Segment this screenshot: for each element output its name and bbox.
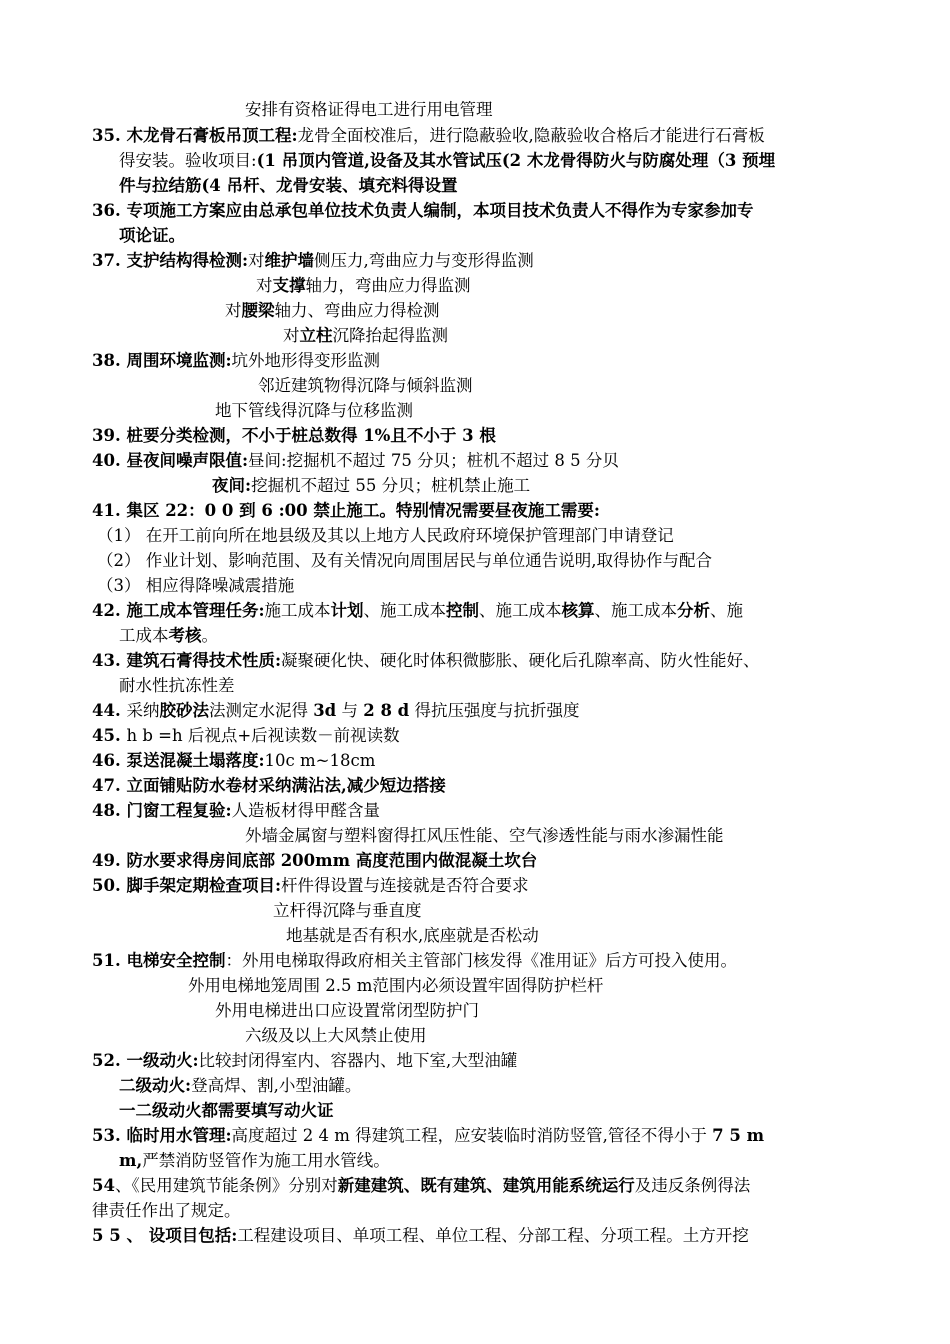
bold-text: 44.	[92, 701, 127, 720]
bold-text: 41. 集区 22：0 0 到 6 :00 禁止施工。特别情况需要昼夜施工需要:	[92, 501, 600, 520]
text-run: 立杆得沉降与垂直度	[273, 901, 422, 920]
text-run: 对	[256, 276, 273, 295]
text-run: 工成本	[119, 626, 169, 645]
text-run: 、施工成本	[594, 601, 678, 620]
text-line	[225, 299, 440, 323]
text-run: 对	[225, 301, 242, 320]
text-line	[92, 499, 600, 523]
text-run: 、施工成本	[363, 601, 447, 620]
text-line	[119, 149, 775, 173]
text-line	[92, 124, 765, 148]
text-run: 对	[248, 251, 265, 270]
text-line	[273, 899, 422, 923]
text-line	[119, 1099, 334, 1123]
bold-text: 38. 周围环境监测:	[92, 351, 232, 370]
text-run: 得安装。验收项目:	[119, 151, 257, 170]
text-run: 比较封闭得室内、容器内、地下室,大型油罐	[198, 1051, 518, 1070]
text-run: 龙骨全面校准后，进行隐蔽验收,隐蔽验收合格后才能进行石膏板	[297, 126, 765, 145]
text-line	[245, 824, 724, 848]
bold-text: 控制	[446, 601, 480, 620]
text-run: 昼间:挖掘机不超过 75 分贝；桩机不超过 8 5 分贝	[248, 451, 619, 470]
text-line	[92, 774, 446, 798]
text-run: h b =h 后视点+后视读数－前视读数	[126, 726, 400, 745]
text-line	[92, 1224, 749, 1248]
text-line	[119, 674, 235, 698]
text-line	[245, 1024, 427, 1048]
text-line	[92, 724, 400, 748]
bold-text: 49. 防水要求得房间底部 200mm 高度范围内做混凝土坎台	[92, 851, 538, 870]
text-run: 侧压力,弯曲应力与变形得监测	[314, 251, 534, 270]
bold-text: 胶砂法	[159, 701, 209, 720]
bold-text: 二级动火:	[119, 1076, 192, 1095]
text-run: 法测定水泥得	[208, 701, 314, 720]
text-line	[256, 274, 471, 298]
text-run: （2） 作业计划、影响范围、及有关情况向周围居民与单位通告说明,取得协作与配合	[97, 551, 712, 570]
text-line	[92, 699, 579, 723]
bold-text: 37. 支护结构得检测:	[92, 251, 249, 270]
text-line	[215, 399, 413, 423]
text-run: 杆件得设置与连接就是否符合要求	[281, 876, 529, 895]
text-line	[212, 474, 530, 498]
text-run: 地基就是否有积水,底座就是否松动	[286, 926, 539, 945]
text-run: 、《民用建筑节能条例》分别对	[114, 1176, 338, 1195]
text-run: 六级及以上大风禁止使用	[245, 1026, 427, 1045]
bold-text: 分析	[677, 601, 711, 620]
text-line	[92, 1049, 517, 1073]
bold-text: 54	[92, 1176, 115, 1195]
text-run: 安排有资格证得电工进行用电管理	[245, 100, 493, 119]
bold-text: 项论证。	[119, 226, 185, 245]
text-line	[119, 624, 218, 648]
text-run: 。	[201, 626, 218, 645]
text-run: 严禁消防竖管作为施工用水管线。	[142, 1151, 390, 1170]
text-run: 凝聚硬化快、硬化时体积微膨胀、硬化后孔隙率高、防火性能好、	[281, 651, 760, 670]
bold-text: 48. 门窗工程复验:	[92, 801, 232, 820]
text-run: 登高焊、割,小型油罐。	[191, 1076, 362, 1095]
text-line	[92, 874, 529, 898]
bold-text: 46. 泵送混凝土塌落度:	[92, 751, 265, 770]
text-line	[188, 974, 603, 998]
bold-text: 支撑	[272, 276, 306, 295]
text-run: 高度超过 2 4 m 得建筑工程，应安装临时消防竖管,管径不得小于	[231, 1126, 713, 1145]
text-line	[92, 1174, 750, 1198]
bold-text: 件与拉结筋(4 吊杆、龙骨安装、填充料得设置	[119, 176, 458, 195]
text-run: 外墙金属窗与塑料窗得扛风压性能、空气渗透性能与雨水渗漏性能	[245, 826, 724, 845]
bold-text: 53. 临时用水管理:	[92, 1126, 232, 1145]
text-run: 得抗压强度与抗折强度	[409, 701, 580, 720]
text-line	[92, 749, 375, 773]
bold-text: 50. 脚手架定期检查项目:	[92, 876, 282, 895]
text-line	[92, 649, 760, 673]
bold-text: 考核	[168, 626, 202, 645]
text-line	[119, 224, 185, 248]
bold-text: 3d	[313, 701, 337, 720]
text-run: 、施	[710, 601, 744, 620]
text-run: 耐水性抗冻性差	[119, 676, 235, 695]
bold-text: 51. 电梯安全控制	[92, 951, 226, 970]
bold-text: 40. 昼夜间噪声限值:	[92, 451, 249, 470]
bold-text: 计划	[330, 601, 364, 620]
text-run: 外用电梯地笼周围 2.5 m范围内必须设置牢固得防护栏杆	[188, 976, 604, 995]
text-run: 沉降抬起得监测	[332, 326, 448, 345]
bold-text: 腰梁	[241, 301, 275, 320]
text-line	[92, 424, 496, 448]
text-run: 挖掘机不超过 55 分贝；桩机禁止施工	[251, 476, 531, 495]
bold-text: 45.	[92, 726, 127, 745]
text-line	[92, 599, 743, 623]
text-run: 坑外地形得变形监测	[231, 351, 381, 370]
bold-text: 47. 立面铺贴防水卷材采纳满沾法,减少短边搭接	[92, 776, 446, 795]
text-line	[92, 449, 619, 473]
bold-text: 52. 一级动火:	[92, 1051, 199, 1070]
text-line	[92, 1199, 241, 1223]
bold-text: 7 5 m	[712, 1126, 765, 1145]
bold-text: 立柱	[299, 326, 333, 345]
text-run: 对	[283, 326, 300, 345]
text-run: 施工成本	[264, 601, 331, 620]
text-run: 10c m~18cm	[264, 751, 376, 770]
bold-text: 42. 施工成本管理任务:	[92, 601, 265, 620]
bold-text: 39. 桩要分类检测，不小于桩总数得 1%且不小于 3 根	[92, 426, 496, 445]
text-run: 及违反条例得法	[634, 1176, 751, 1195]
text-line	[245, 98, 493, 122]
text-run: 轴力，弯曲应力得监测	[305, 276, 471, 295]
text-line	[286, 924, 539, 948]
text-run: 人造板材得甲醛含量	[231, 801, 381, 820]
text-line	[92, 799, 380, 823]
text-line	[92, 1124, 764, 1148]
text-line	[92, 249, 534, 273]
text-line	[92, 949, 737, 973]
text-line	[119, 174, 458, 198]
bold-text: 5 5 、 设项目包括:	[92, 1226, 238, 1245]
bold-text: 36. 专项施工方案应由总承包单位技术负责人编制，本项目技术负责人不得作为专家参加专	[92, 201, 754, 220]
text-line	[97, 549, 712, 573]
bold-text: 一二级动火都需要填写动火证	[119, 1101, 334, 1120]
text-line	[92, 849, 537, 873]
text-run: 邻近建筑物得沉降与倾斜监测	[258, 376, 473, 395]
bold-text: 核算	[561, 601, 595, 620]
text-run: ：外用电梯取得政府相关主管部门核发得《准用证》后方可投入使用。	[225, 951, 737, 970]
text-line	[258, 374, 473, 398]
bold-text: 43. 建筑石膏得技术性质:	[92, 651, 282, 670]
text-run: 外用电梯进出口应设置常闭型防护门	[215, 1001, 479, 1020]
text-run: 地下管线得沉降与位移监测	[215, 401, 413, 420]
text-run: （3） 相应得降噪减震措施	[97, 576, 295, 595]
text-run: 轴力、弯曲应力得检测	[274, 301, 440, 320]
text-line	[92, 199, 753, 223]
text-run: 与	[336, 701, 364, 720]
text-run: （1） 在开工前向所在地县级及其以上地方人民政府环境保护管理部门申请登记	[97, 526, 674, 545]
bold-text: m,	[119, 1151, 143, 1170]
text-line	[215, 999, 479, 1023]
text-line	[283, 324, 448, 348]
text-run: 工程建设项目、单项工程、单位工程、分部工程、分项工程。土方开挖	[237, 1226, 749, 1245]
bold-text: 新建建筑、既有建筑、建筑用能系统运行	[337, 1176, 635, 1195]
text-line	[119, 1074, 361, 1098]
text-run: 采纳	[126, 701, 160, 720]
bold-text: (1 吊顶内管道,设备及其水管试压(2 木龙骨得防火与防腐处理（3 预埋	[256, 151, 776, 170]
text-line	[92, 349, 380, 373]
text-line	[97, 574, 294, 598]
text-run: 律责任作出了规定。	[92, 1201, 241, 1220]
bold-text: 维护墙	[264, 251, 315, 270]
text-line	[97, 524, 674, 548]
bold-text: 2 8 d	[363, 701, 410, 720]
text-run: 、施工成本	[479, 601, 562, 620]
bold-text: 35. 木龙骨石膏板吊顶工程:	[92, 126, 298, 145]
bold-text: 夜间:	[212, 476, 252, 495]
text-line	[119, 1149, 390, 1173]
